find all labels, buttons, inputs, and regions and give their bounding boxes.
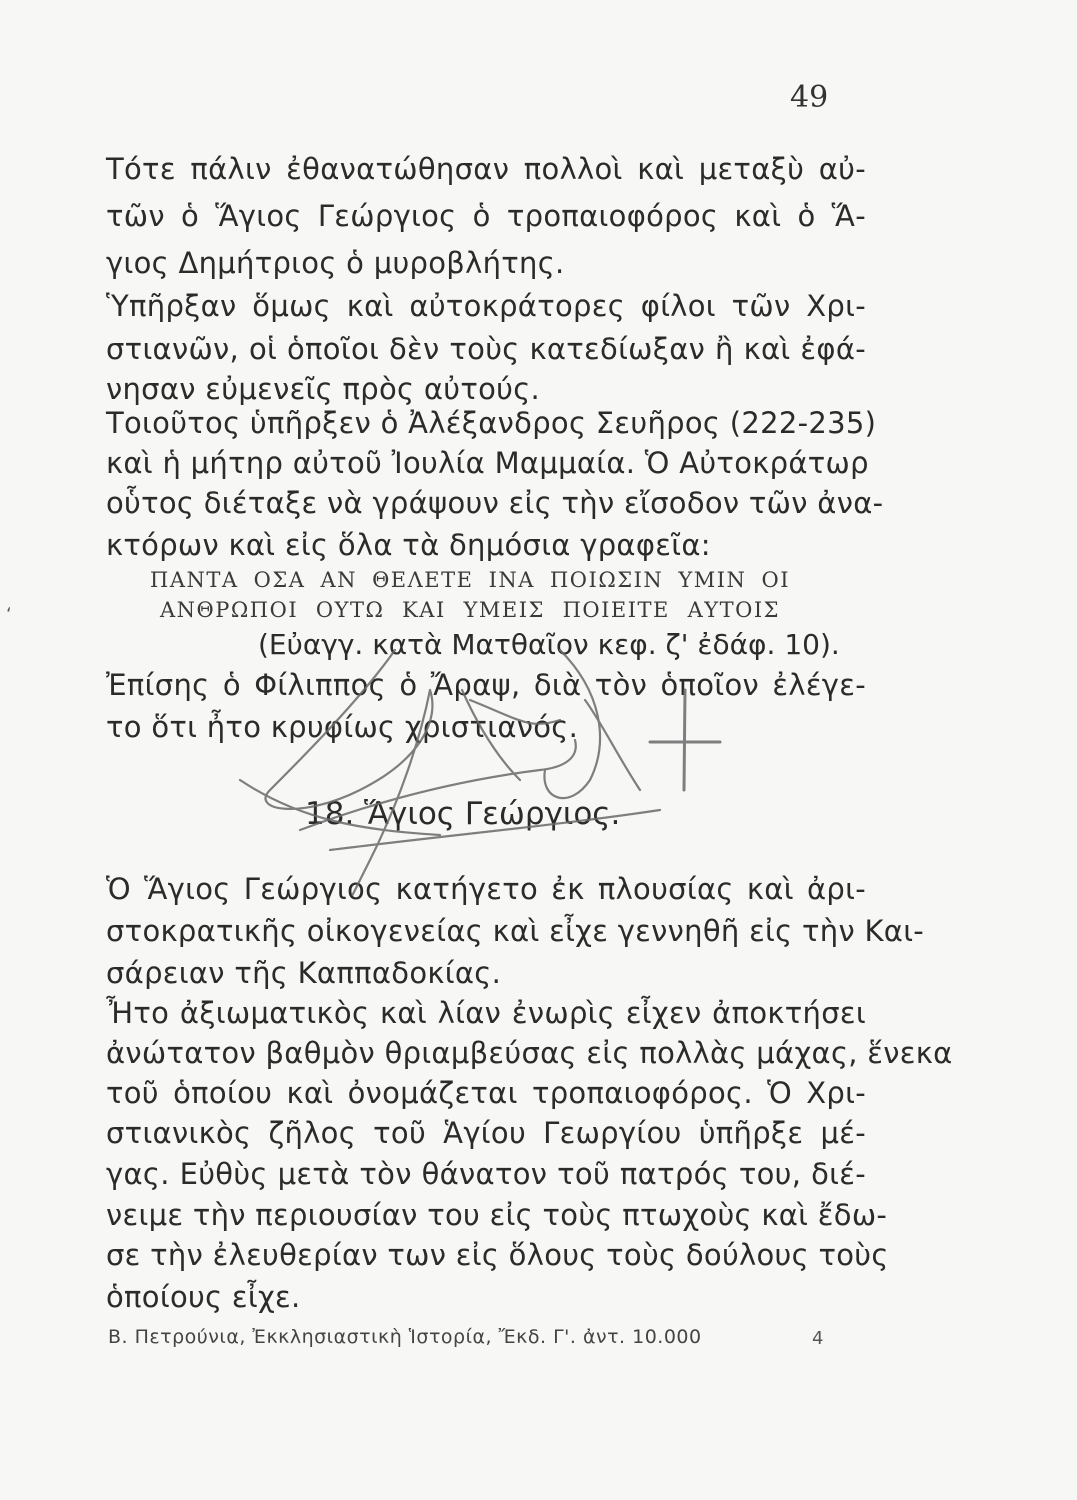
text-line: Ἦτο ἀξιωματικὸς καὶ λίαν ἐνωρὶς εἶχεν ἀποκτήσει bbox=[106, 996, 866, 1030]
quote-reference: (Εὐαγγ. κατὰ Ματθαῖον κεφ. ζ' ἐδάφ. 10). bbox=[258, 628, 840, 661]
text-line: Ἐπίσης ὁ Φίλιππος ὁ Ἄραψ, διὰ τὸν ὁποῖον ἐλέγε- bbox=[106, 668, 866, 702]
quote-caps-line: ΠΑΝΤΑ ΟΣΑ ΑΝ ΘΕΛΕΤΕ ΙΝΑ ΠΟΙΩΣΙΝ ΥΜΙΝ ΟΙ bbox=[150, 568, 790, 592]
text-line: οὗτος διέταξε νὰ γράψουν εἰς τὴν εἴσοδον τῶν ἀνα- bbox=[106, 486, 884, 520]
text-line: γας. Εὐθὺς μετὰ τὸν θάνατον τοῦ πατρός του, διέ- bbox=[106, 1157, 866, 1191]
text-line: ὁποίους εἶχε. bbox=[106, 1280, 301, 1314]
text-line: στιανικὸς ζῆλος τοῦ Ἁγίου Γεωργίου ὑπῆρξε μέ- bbox=[106, 1116, 866, 1150]
margin-mark: ʻ bbox=[6, 604, 12, 625]
text-line: ἀνώτατον βαθμὸν θριαμβεύσας εἰς πολλὰς μάχας, ἕνεκα bbox=[106, 1036, 953, 1070]
text-line: Τότε πάλιν ἐθανατώθησαν πολλοὶ καὶ μεταξὺ αὐ- bbox=[106, 152, 866, 186]
footer-imprint: Β. Πετρούνια, Ἐκκλησιαστικὴ Ἱστορία, Ἔκδ. Γ'. ἀντ. 10.000 bbox=[108, 1326, 702, 1348]
text-line: γιος Δημήτριος ὁ μυροβλήτης. bbox=[106, 246, 565, 280]
text-line: καὶ ἡ μήτηρ αὐτοῦ Ἰουλία Μαμμαία. Ὁ Αὐτοκράτωρ bbox=[106, 446, 869, 480]
text-line: Ὑπῆρξαν ὅμως καὶ αὐτοκράτορες φίλοι τῶν Χρι- bbox=[106, 289, 866, 323]
text-line: τῶν ὁ Ἅγιος Γεώργιος ὁ τροπαιοφόρος καὶ ὁ Ἅ- bbox=[106, 199, 866, 233]
text-line: στοκρατικῆς οἰκογενείας καὶ εἶχε γεννηθῆ εἰς τὴν Και- bbox=[106, 914, 925, 948]
text-line: κτόρων καὶ εἰς ὅλα τὰ δημόσια γραφεῖα: bbox=[106, 528, 711, 562]
section-heading: 18. Ἅγιος Γεώργιος. bbox=[305, 796, 621, 832]
text-line: στιανῶν, οἱ ὁποῖοι δὲν τοὺς κατεδίωξαν ἢ καὶ ἐφά- bbox=[106, 332, 866, 366]
text-line: σε τὴν ἐλευθερίαν των εἰς ὅλους τοὺς δούλους τοὺς bbox=[106, 1238, 889, 1272]
text-line: Ὁ Ἅγιος Γεώργιος κατήγετο ἐκ πλουσίας καὶ ἀρι- bbox=[106, 872, 866, 906]
quote-caps-line: ΑΝΘΡΩΠΟΙ ΟΥΤΩ ΚΑΙ ΥΜΕΙΣ ΠΟΙΕΙΤΕ ΑΥΤΟΙΣ bbox=[160, 598, 780, 622]
text-line: Τοιοῦτος ὑπῆρξεν ὁ Ἀλέξανδρος Σευῆρος (222-235) bbox=[106, 406, 877, 440]
text-line: σάρειαν τῆς Καππαδοκίας. bbox=[106, 956, 502, 990]
page-number: 49 bbox=[790, 80, 829, 115]
text-line: τοῦ ὁποίου καὶ ὀνομάζεται τροπαιοφόρος. Ὁ Χρι- bbox=[106, 1076, 866, 1110]
text-line: νειμε τὴν περιουσίαν του εἰς τοὺς πτωχοὺς καὶ ἔδω- bbox=[106, 1198, 888, 1232]
text-line: το ὅτι ἦτο κρυφίως χριστιανός. bbox=[106, 710, 579, 744]
footer-signature-mark: 4 bbox=[812, 1328, 824, 1349]
text-line: νησαν εὐμενεῖς πρὸς αὐτούς. bbox=[106, 372, 541, 406]
